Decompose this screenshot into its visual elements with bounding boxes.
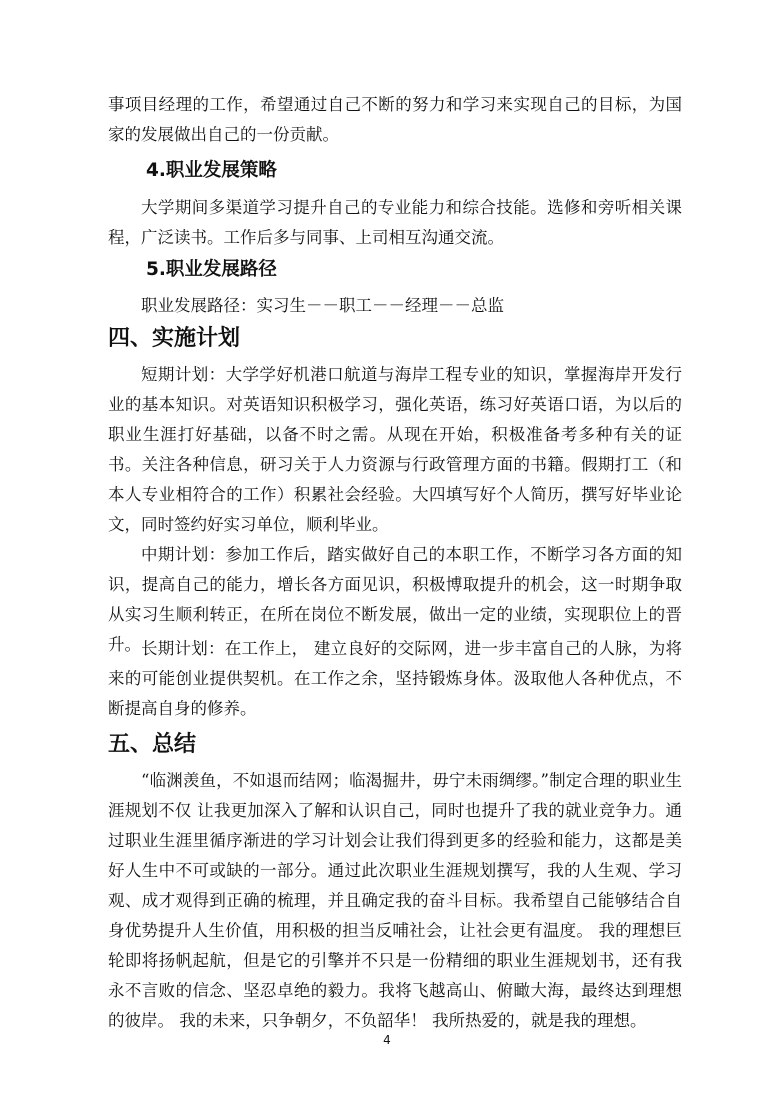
strategy-paragraph: 大学期间多渠道学习提升自己的专业能力和综合技能。选修和旁听相关课程，广泛读书。工作后多与同事、上司相互沟通交流。 bbox=[108, 198, 682, 247]
summary-section-heading: 五、总结 bbox=[108, 732, 197, 757]
short-term-plan-paragraph: 短期计划：大学学好机港口航道与海岸工程专业的知识，掌握海岸开发行业的基本知识。对英语知识积极学习，强化英语，练习好英语口语，为以后的职业生涯打好基础，以备不时之需。从现在开始，积极准备考多种有关的证书。关注各种信息，研习关于人力资源与行政管理方面的书籍。假期打工（和本人专业相符合的工作）积累社会经验。大四填写好个人简历，撰写好毕业论文，同时签约好实习单位，顺利毕业。 bbox=[108, 365, 682, 534]
strategy-heading: 4.职业发展策略 bbox=[146, 160, 277, 181]
summary-paragraph: “临渊羡鱼，不如退而结网；临渴掘井，毋宁未雨绸缪。”制定合理的职业生涯规划不仅 让我更加深入了解和认识自己，同时也提升了我的就业竞争力。通过职业生涯里循序渐进的学习计划会让我们得到更多的经验和能力，这都是美好人生中不可或缺的一部分。通过此次职业生涯规划撰写，我的人生观、学习观、成才观得到正确的梳理，并且确定我的奋斗目标。我希望自己能够结合自身优势提升人生价值，用积极的担当反哺社会，让社会更有温度。 我的理想巨轮即将扬帆起航，但是它的引擎并不只是一份精细的职业生涯规划书，还有我 永不言败的信念、坚忍卓绝的毅力。我将飞越高山、俯瞰大海，最终达到理想的彼岸。 我的未来，只争朝夕，不负韶华！ 我所热爱的，就是我的理想。 bbox=[108, 771, 682, 1030]
plan-section-heading: 四、实施计划 bbox=[108, 326, 241, 351]
path-heading: 5.职业发展路径 bbox=[146, 259, 277, 280]
long-term-plan-paragraph: 长期计划：在工作上， 建立良好的交际网，进一步丰富自己的人脉，为将来的可能创业提供契机。在工作之余，坚持锻炼身体。汲取他人各种优点，不断提高自身的修养。 bbox=[108, 639, 682, 718]
path-paragraph: 职业发展路径：实习生－－职工－－经理－－总监 bbox=[141, 296, 504, 315]
mid-term-plan-paragraph: 中期计划：参加工作后，踏实做好自己的本职工作，不断学习各方面的知识，提高自己的能力，增长各方面见识，积极博取提升的机会，这一时期争取从实习生顺利转正，在所在岗位不断发展，做出一定的业绩，实现职位上的晋升。 bbox=[108, 545, 682, 654]
page-number: 4 bbox=[383, 1033, 391, 1047]
intro-paragraph: 事项目经理的工作，希望通过自己不断的努力和学习来实现自己的目标，为国家的发展做出自己的一份贡献。 bbox=[108, 95, 682, 144]
